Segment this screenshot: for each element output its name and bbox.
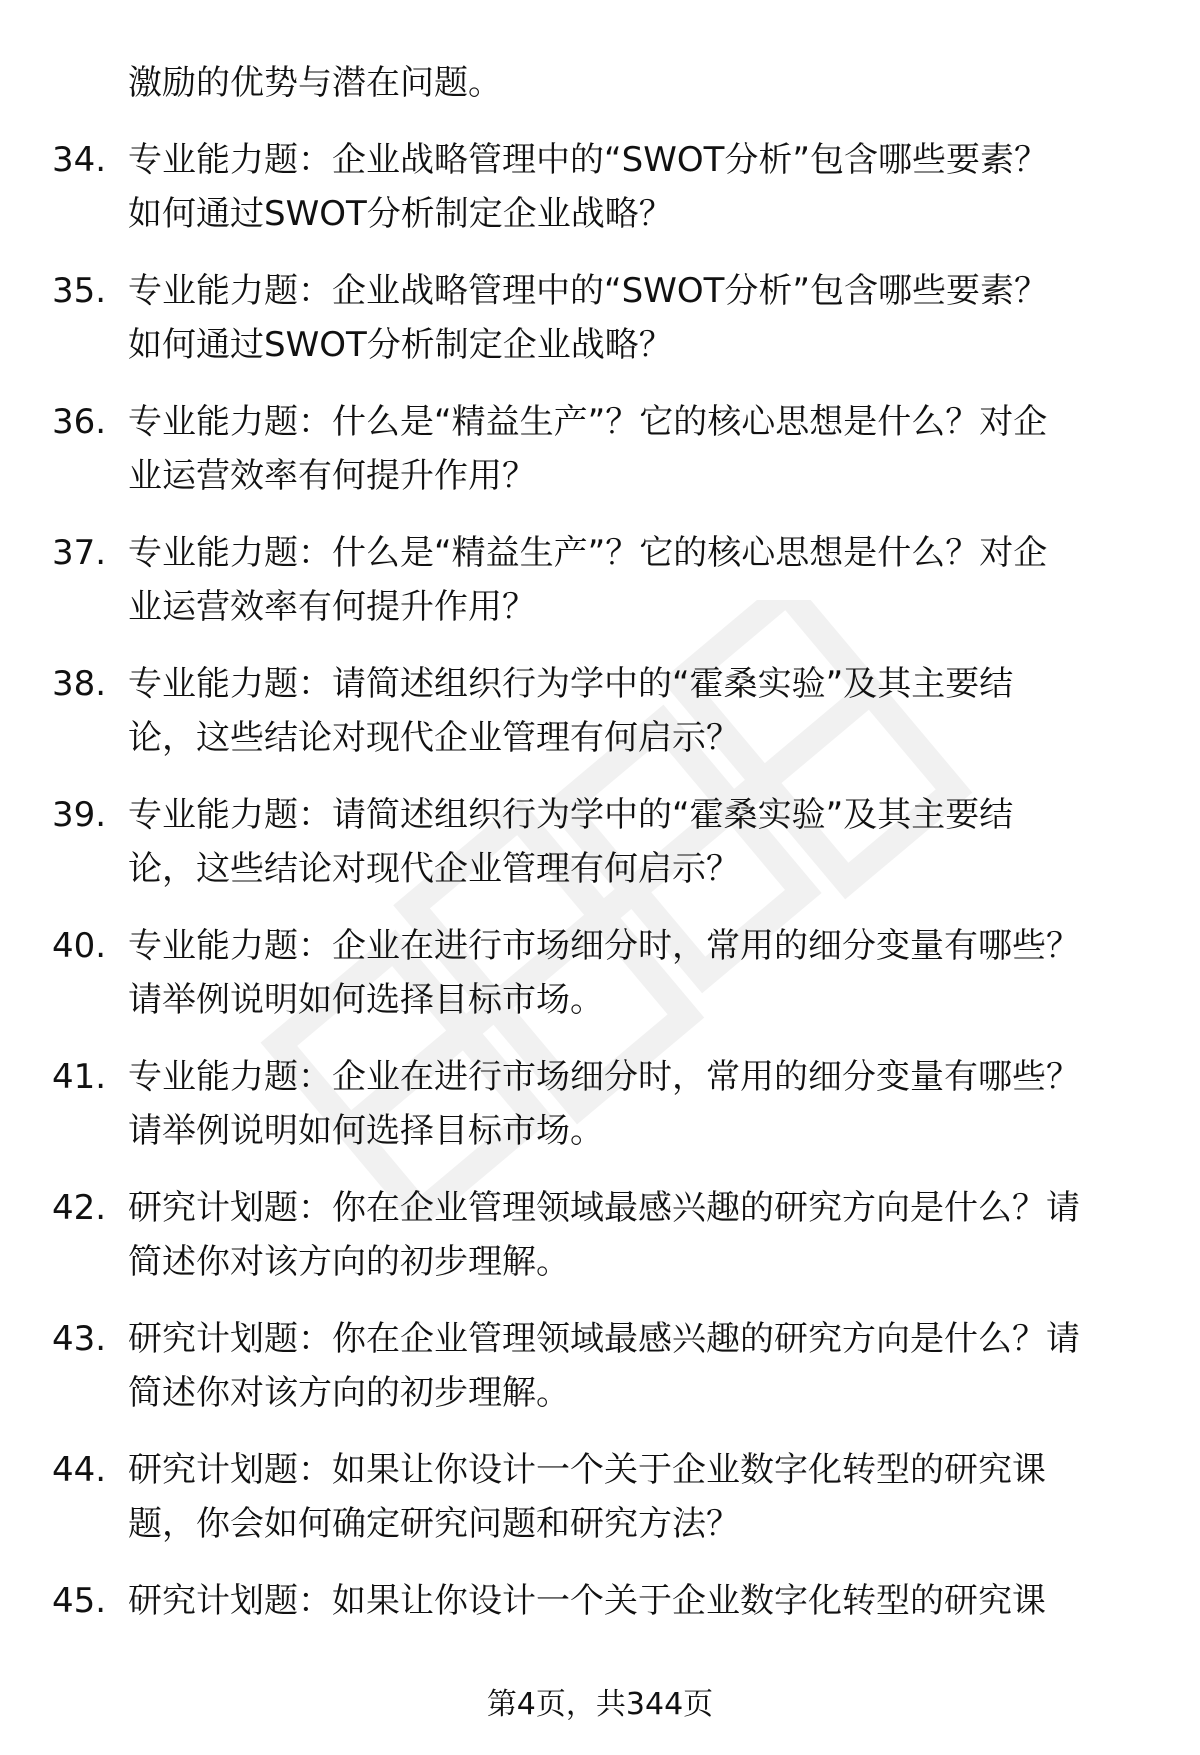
question-number: 44. bbox=[52, 1450, 107, 1490]
question-text-line-1: 专业能力题：请简述组织行为学中的“霍桑实验”及其主要结 bbox=[128, 664, 1014, 704]
question-text-line-2: 题，你会如何确定研究问题和研究方法？ bbox=[128, 1504, 740, 1544]
question-text-line-1: 专业能力题：什么是“精益生产”？它的核心思想是什么？对企 bbox=[128, 533, 1048, 573]
question-text-line-1: 研究计划题：如果让你设计一个关于企业数字化转型的研究课 bbox=[128, 1450, 1046, 1490]
question-text-line-1: 研究计划题：如果让你设计一个关于企业数字化转型的研究课 bbox=[128, 1581, 1046, 1621]
question-text-line-1: 专业能力题：企业战略管理中的“SWOT分析”包含哪些要素？ bbox=[128, 271, 1048, 311]
question-number: 37. bbox=[52, 533, 107, 573]
question-text-line-1: 专业能力题：什么是“精益生产”？它的核心思想是什么？对企 bbox=[128, 402, 1048, 442]
question-text-line-2: 论，这些结论对现代企业管理有何启示？ bbox=[128, 849, 740, 889]
question-number: 43. bbox=[52, 1319, 107, 1359]
question-number: 36. bbox=[52, 402, 107, 442]
question-text-line-2: 如何通过SWOT分析制定企业战略？ bbox=[128, 325, 673, 365]
question-text-line-1: 专业能力题：请简述组织行为学中的“霍桑实验”及其主要结 bbox=[128, 795, 1014, 835]
continued-text: 激励的优势与潜在问题。 bbox=[128, 63, 502, 103]
question-text-line-1: 专业能力题：企业在进行市场细分时，常用的细分变量有哪些？ bbox=[128, 926, 1080, 966]
question-number: 45. bbox=[52, 1581, 107, 1621]
question-text-line-1: 专业能力题：企业战略管理中的“SWOT分析”包含哪些要素？ bbox=[128, 140, 1048, 180]
question-text-line-2: 业运营效率有何提升作用？ bbox=[128, 587, 536, 627]
question-text-line-1: 专业能力题：企业在进行市场细分时，常用的细分变量有哪些？ bbox=[128, 1057, 1080, 1097]
question-text-line-2: 简述你对该方向的初步理解。 bbox=[128, 1373, 570, 1413]
question-text-line-1: 研究计划题：你在企业管理领域最感兴趣的研究方向是什么？请 bbox=[128, 1319, 1080, 1359]
question-number: 42. bbox=[52, 1188, 107, 1228]
question-text-line-2: 请举例说明如何选择目标市场。 bbox=[128, 1111, 604, 1151]
question-number: 38. bbox=[52, 664, 107, 704]
question-number: 39. bbox=[52, 795, 107, 835]
question-text-line-1: 研究计划题：你在企业管理领域最感兴趣的研究方向是什么？请 bbox=[128, 1188, 1080, 1228]
question-number: 34. bbox=[52, 140, 107, 180]
question-number: 35. bbox=[52, 271, 107, 311]
question-number: 41. bbox=[52, 1057, 107, 1097]
question-number: 40. bbox=[52, 926, 107, 966]
question-text-line-2: 论，这些结论对现代企业管理有何启示？ bbox=[128, 718, 740, 758]
question-text-line-2: 如何通过SWOT分析制定企业战略？ bbox=[128, 194, 673, 234]
question-text-line-2: 业运营效率有何提升作用？ bbox=[128, 456, 536, 496]
question-text-line-2: 请举例说明如何选择目标市场。 bbox=[128, 980, 604, 1020]
question-text-line-2: 简述你对该方向的初步理解。 bbox=[128, 1242, 570, 1282]
page-footer: 第4页，共344页 bbox=[486, 1687, 714, 1722]
